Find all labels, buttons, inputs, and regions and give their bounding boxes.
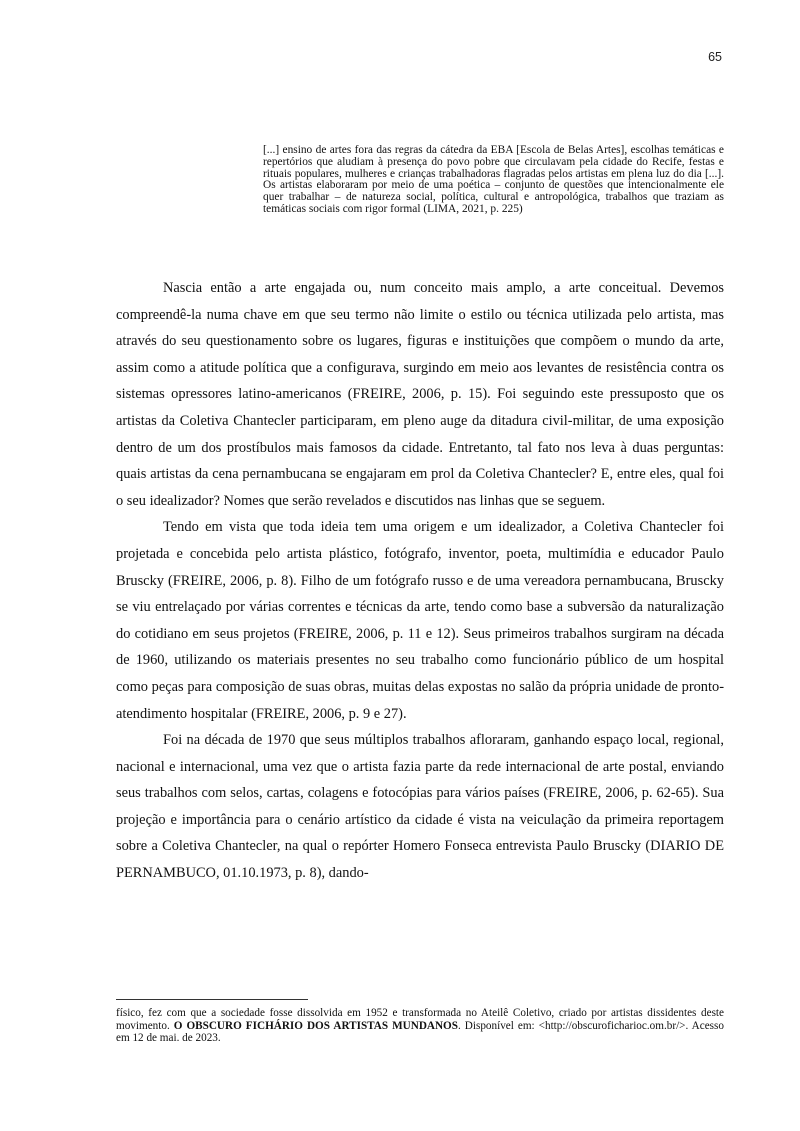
page-number: 65 — [708, 50, 722, 64]
footnote — [116, 1007, 724, 1045]
paragraph-3: Foi na década de 1970 que seus múltiplos trabalhos afloraram, ganhando espaço local, regional, nacional e internacional, uma vez que o artista fazia parte da rede internacional de arte postal, enviando seus trabalhos com selos, cartas, colagens e fotocópias para vários países (FREIRE, 2006, p. 62-65). Sua projeção e importância para o cenário artístico da cidade é vista na veiculação da primeira reportagem sobre a Coletiva Chantecler, na qual o repórter Homero Fonseca entrevista Paulo Bruscky (DIARIO DE PERNAMBUCO, 01.10.1973, p. 8), dando- — [116, 732, 724, 882]
footnote-divider — [116, 999, 308, 1000]
paragraph-1: Nascia então a arte engajada ou, num conceito mais amplo, a arte conceitual. Devemos compreendê-la numa chave em que seu termo não limite o estilo ou técnica utilizada pelo artista, mas através do seu questionamento sobre os lugares, figuras e instituições que compõem o mundo da arte, assim como a atitude política que a configurava, surgindo em meio aos levantes de resistência contra os sistemas opressores latino-americanos (FREIRE, 2006, p. 15). Foi seguindo este pressuposto que os artistas da Coletiva Chantecler participaram, em pleno auge da ditadura civil-militar, de uma exposição dentro de um dos prostíbulos mais famosos da cidade. Entretanto, tal fato nos leva à duas perguntas: quais artistas da cena pernambucana se engajaram em prol da Coletiva Chantecler? E, entre eles, qual foi o seu idealizador? Nomes que serão revelados e discutidos nas linhas que se seguem. — [116, 280, 724, 509]
footnote-text-start: físico, fez com que a sociedade fosse dissolvida em 1952 e transformada no Ateilê Coletivo, criado por artistas dissidentes deste movimento. — [116, 1007, 724, 1032]
paragraph-2: Tendo em vista que toda ideia tem uma origem e um idealizador, a Coletiva Chantecler foi projetada e concebida pelo artista plástico, fotógrafo, inventor, poeta, multimídia e educador Paulo Bruscky (FREIRE, 2006, p. 8). Filho de um fotógrafo russo e de uma vereadora pernambucana, Bruscky se viu entrelaçado por várias correntes e técnicas da arte, tendo como base a subversão da naturalização do cotidiano em seus projetos (FREIRE, 2006, p. 11 e 12). Seus primeiros trabalhos surgiram na década de 1960, utilizando os materiais presentes no seu trabalho como funcionário público de um hospital como peças para composição de suas obras, muitas delas expostas no salão da própria unidade de pronto-atendimento hospitalar (FREIRE, 2006, p. 9 e 27). — [116, 519, 724, 722]
footnote-text-end: . Disponível em: <http://obscuroficharioc.om.br/>. Acesso em 12 de mai. de 2023. — [116, 1019, 724, 1045]
body-text — [116, 275, 724, 887]
footnote-bold-title: O OBSCURO FICHÁRIO DOS ARTISTAS MUNDANOS — [173, 1019, 458, 1032]
block-quote: [...] ensino de artes fora das regras da cátedra da EBA [Escola de Belas Artes], escolhas temáticas e repertórios que aludiam à presença do povo pobre que circulavam pela cidade do Recife, festas e rituais populares, mulheres e crianças trabalhadoras flagradas pelos artistas em plena luz do dia [...]. Os artistas elaboraram por meio de uma poética – conjunto de questões que intencionalmente ele quer trabalhar – de natureza social, política, cultural e antropológica, trabalhos que traziam as temáticas sociais com rigor formal (LIMA, 2021, p. 225) — [263, 144, 724, 215]
